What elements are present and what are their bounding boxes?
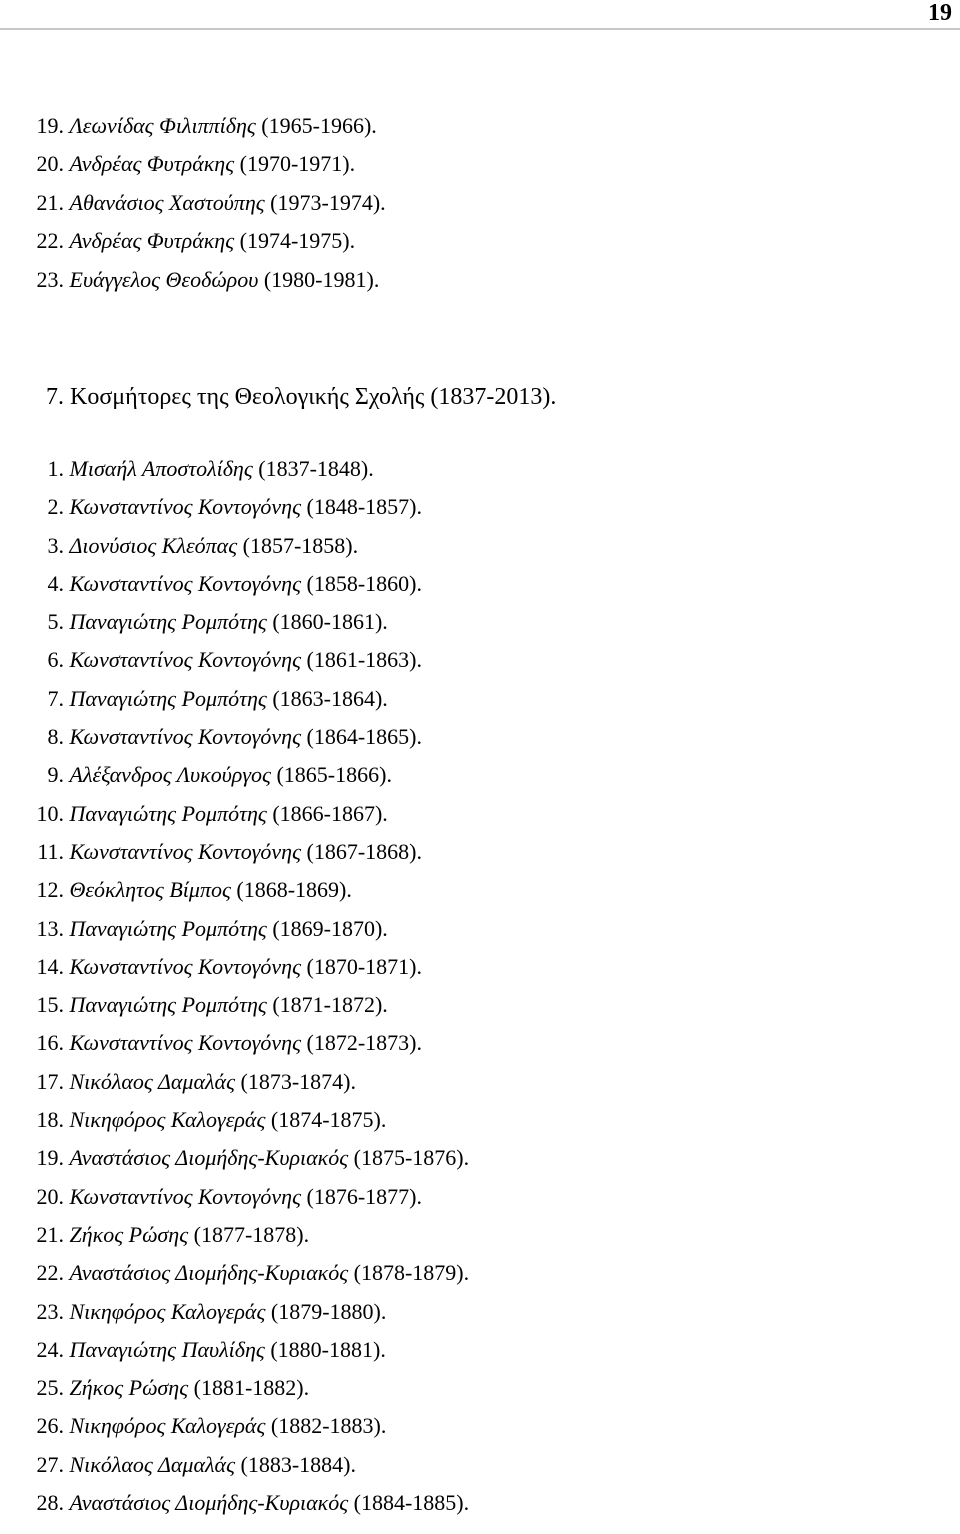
item-number: 9.	[47, 762, 64, 788]
list-item	[0, 1101, 469, 1139]
tenure-years: (1882-1883).	[270, 1413, 387, 1439]
item-number: 20.	[36, 151, 64, 177]
list-item	[0, 948, 469, 986]
item-number: 19.	[36, 1145, 64, 1171]
item-number: 6.	[47, 647, 64, 673]
list-item	[0, 450, 469, 488]
tenure-years: (1875-1876).	[353, 1145, 470, 1171]
tenure-years: (1883-1884).	[240, 1451, 356, 1477]
list-item	[0, 1331, 469, 1369]
tenure-years: (1864-1865).	[306, 724, 422, 750]
continued-list	[0, 107, 386, 299]
list-item	[0, 261, 386, 299]
tenure-years: (1877-1878).	[193, 1221, 310, 1247]
item-number: 4.	[47, 570, 64, 596]
item-number: 19.	[36, 113, 64, 138]
list-item	[0, 1369, 469, 1407]
person-name: Αναστάσιος Διομήδης-Κυριακός	[69, 1145, 349, 1171]
item-number: 20.	[36, 1183, 64, 1209]
person-name: Ανδρέας Φυτράκης	[69, 228, 235, 254]
list-item	[0, 680, 469, 718]
person-name: Κωνσταντίνος Κοντογόνης	[69, 1183, 302, 1209]
person-name: Παναγιώτης Ρομπότης	[69, 992, 267, 1018]
person-name: Θεόκλητος Βίμπος	[69, 877, 231, 903]
list-item	[0, 1254, 469, 1292]
list-item	[0, 833, 469, 871]
item-number: 3.	[47, 532, 64, 558]
list-item	[0, 1216, 469, 1254]
person-name: Κωνσταντίνος Κοντογόνης	[69, 953, 302, 979]
person-name: Ζήκος Ρώσης	[69, 1375, 189, 1401]
tenure-years: (1879-1880).	[270, 1298, 387, 1324]
list-item	[0, 1407, 469, 1445]
person-name: Κωνσταντίνος Κοντογόνης	[69, 724, 302, 750]
tenure-years: (1881-1882).	[193, 1375, 310, 1401]
list-item	[0, 145, 386, 183]
item-number: 24.	[36, 1336, 64, 1362]
deans-list	[0, 450, 469, 1522]
list-item	[0, 1178, 469, 1216]
list-item	[0, 1139, 469, 1177]
person-name: Παναγιώτης Ρομπότης	[69, 609, 267, 635]
item-number: 16.	[36, 1030, 64, 1056]
person-name: Νικηφόρος Καλογεράς	[69, 1413, 266, 1439]
list-item	[0, 1293, 469, 1331]
item-number: 10.	[36, 800, 64, 826]
tenure-years: (1884-1885).	[353, 1490, 470, 1516]
tenure-years: (1973-1974).	[270, 189, 386, 215]
person-name: Κωνσταντίνος Κοντογόνης	[69, 494, 302, 520]
item-number: 13.	[36, 915, 64, 941]
tenure-years: (1880-1881).	[270, 1336, 386, 1362]
list-item	[0, 184, 386, 222]
person-name: Παναγιώτης Παυλίδης	[69, 1336, 265, 1362]
person-name: Κωνσταντίνος Κοντογόνης	[69, 570, 302, 596]
item-number: 22.	[36, 1260, 64, 1286]
person-name: Λεωνίδας Φιλιππίδης	[69, 113, 256, 138]
tenure-years: (1872-1873).	[306, 1030, 422, 1056]
person-name: Παναγιώτης Ρομπότης	[69, 800, 267, 826]
item-number: 28.	[36, 1490, 64, 1516]
list-item	[0, 1063, 469, 1101]
item-number: 1.	[47, 456, 64, 481]
tenure-years: (1867-1868).	[306, 838, 422, 864]
item-number: 18.	[36, 1107, 64, 1133]
tenure-years: (1871-1872).	[272, 992, 388, 1018]
person-name: Αλέξανδρος Λυκούργος	[69, 762, 271, 788]
person-name: Κωνσταντίνος Κοντογόνης	[69, 647, 302, 673]
tenure-years: (1865-1866).	[276, 762, 392, 788]
person-name: Νικόλαος Δαμαλάς	[69, 1068, 236, 1094]
item-number: 8.	[47, 724, 64, 750]
list-item	[0, 910, 469, 948]
tenure-years: (1868-1869).	[236, 877, 352, 903]
item-number: 11.	[37, 838, 64, 864]
list-item	[0, 641, 469, 679]
list-item	[0, 107, 386, 145]
page-header	[0, 0, 960, 30]
person-name: Ευάγγελος Θεοδώρου	[69, 266, 259, 292]
list-item	[0, 527, 469, 565]
item-number: 7.	[47, 685, 64, 711]
person-name: Αναστάσιος Διομήδης-Κυριακός	[69, 1490, 349, 1516]
item-number: 26.	[36, 1413, 64, 1439]
tenure-years: (1873-1874).	[240, 1068, 356, 1094]
person-name: Αναστάσιος Διομήδης-Κυριακός	[69, 1260, 349, 1286]
person-name: Νικηφόρος Καλογεράς	[69, 1107, 266, 1133]
list-item	[0, 565, 469, 603]
section-number: 7.	[46, 384, 64, 410]
tenure-years: (1863-1864).	[272, 685, 388, 711]
person-name: Κωνσταντίνος Κοντογόνης	[69, 1030, 302, 1056]
person-name: Νικηφόρος Καλογεράς	[69, 1298, 266, 1324]
item-number: 2.	[47, 494, 64, 520]
item-number: 21.	[36, 1221, 64, 1247]
section-heading	[0, 378, 556, 416]
list-item	[0, 986, 469, 1024]
item-number: 25.	[36, 1375, 64, 1401]
tenure-years: (1874-1875).	[270, 1107, 387, 1133]
tenure-years: (1878-1879).	[353, 1260, 470, 1286]
item-number: 23.	[36, 1298, 64, 1324]
list-item	[0, 488, 469, 526]
person-name: Ζήκος Ρώσης	[69, 1221, 189, 1247]
person-name: Νικόλαος Δαμαλάς	[69, 1451, 236, 1477]
list-item	[0, 603, 469, 641]
list-item	[0, 756, 469, 794]
item-number: 27.	[36, 1451, 64, 1477]
tenure-years: (1869-1870).	[272, 915, 388, 941]
person-name: Μισαήλ Αποστολίδης	[69, 456, 253, 481]
tenure-years: (1974-1975).	[239, 228, 356, 254]
list-item	[0, 871, 469, 909]
tenure-years: (1866-1867).	[272, 800, 388, 826]
person-name: Αθανάσιος Χαστούπης	[69, 189, 265, 215]
page-number: 19	[928, 0, 952, 26]
person-name: Ανδρέας Φυτράκης	[69, 151, 235, 177]
item-number: 22.	[36, 228, 64, 254]
tenure-years: (1965-1966).	[261, 113, 377, 138]
list-item	[0, 795, 469, 833]
tenure-years: (1970-1971).	[239, 151, 356, 177]
person-name: Κωνσταντίνος Κοντογόνης	[69, 838, 302, 864]
person-name: Παναγιώτης Ρομπότης	[69, 915, 267, 941]
item-number: 14.	[36, 953, 64, 979]
list-item	[0, 718, 469, 756]
person-name: Διονύσιος Κλεόπας	[69, 532, 238, 558]
tenure-years: (1848-1857).	[306, 494, 422, 520]
tenure-years: (1980-1981).	[263, 266, 380, 292]
item-number: 15.	[36, 992, 64, 1018]
item-number: 5.	[47, 609, 64, 635]
tenure-years: (1861-1863).	[306, 647, 422, 673]
item-number: 21.	[36, 189, 64, 215]
tenure-years: (1876-1877).	[306, 1183, 422, 1209]
item-number: 23.	[36, 266, 64, 292]
section-title: Κοσμήτορες της Θεολογικής Σχολής (1837-2013).	[70, 384, 557, 410]
list-item	[0, 222, 386, 260]
tenure-years: (1860-1861).	[272, 609, 388, 635]
tenure-years: (1870-1871).	[306, 953, 422, 979]
item-number: 17.	[36, 1068, 64, 1094]
list-item	[0, 1024, 469, 1062]
person-name: Παναγιώτης Ρομπότης	[69, 685, 267, 711]
tenure-years: (1837-1848).	[258, 456, 374, 481]
list-item	[0, 1484, 469, 1522]
list-item	[0, 1446, 469, 1484]
tenure-years: (1857-1858).	[242, 532, 359, 558]
tenure-years: (1858-1860).	[306, 570, 422, 596]
item-number: 12.	[36, 877, 64, 903]
